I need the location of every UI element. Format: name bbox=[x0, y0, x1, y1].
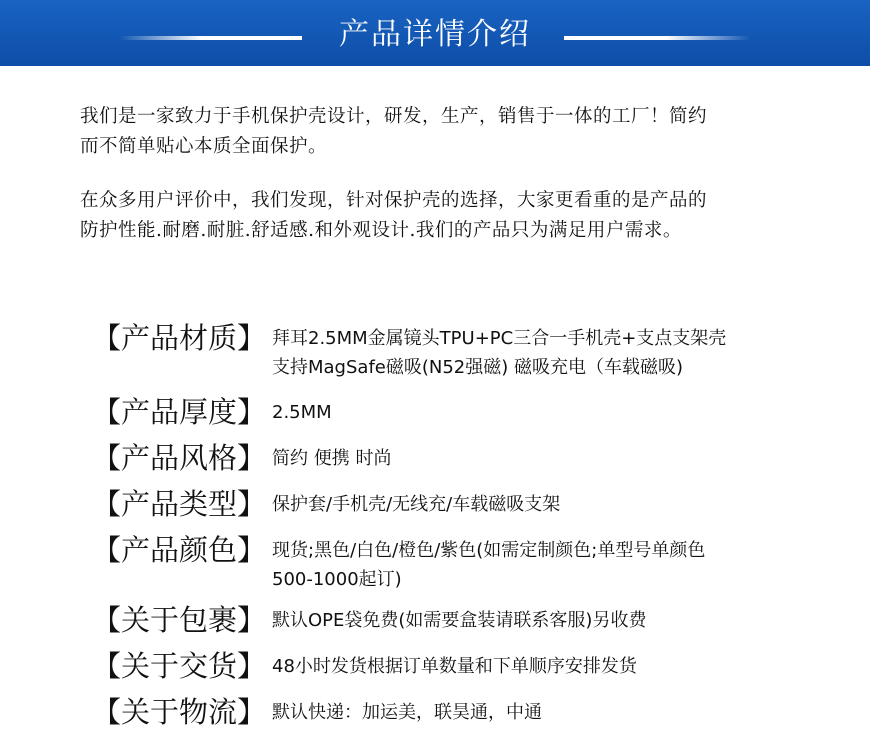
spec-value-type-line-1: 保护套/手机壳/无线充/车载磁吸支架 bbox=[272, 494, 561, 515]
spec-value-type bbox=[272, 490, 832, 519]
intro-paragraph-1-line-2: 而不简单贴心本质全面保护。 bbox=[80, 136, 328, 157]
spec-label-thickness: 【产品厚度】 bbox=[92, 395, 267, 429]
spec-label-color: 【产品颜色】 bbox=[92, 533, 267, 567]
spec-value-delivery-line-1: 48小时发货根据订单数量和下单顺序安排发货 bbox=[272, 656, 637, 677]
spec-value-style-line-1: 简约 便携 时尚 bbox=[272, 448, 392, 469]
spec-value-style bbox=[272, 444, 832, 473]
spec-label-logistics: 【关于物流】 bbox=[92, 695, 267, 729]
intro-paragraph-2 bbox=[80, 186, 800, 246]
spec-label-material: 【产品材质】 bbox=[92, 321, 267, 355]
banner-title: 产品详情介绍 bbox=[339, 17, 531, 52]
spec-value-material bbox=[272, 324, 832, 382]
spec-value-color bbox=[272, 536, 832, 594]
spec-value-logistics-line-1: 默认快递：加运美，联昊通，中通 bbox=[272, 702, 542, 723]
intro-paragraph-1-line-1: 我们是一家致力于手机保护壳设计，研发，生产，销售于一体的工厂！简约 bbox=[80, 106, 708, 127]
spec-value-material-line-2: 支持MagSafe磁吸(N52强磁) 磁吸充电（车载磁吸) bbox=[272, 357, 684, 378]
intro-paragraph-2-line-1: 在众多用户评价中，我们发现，针对保护壳的选择，大家更看重的是产品的 bbox=[80, 190, 708, 211]
spec-label-package: 【关于包裹】 bbox=[92, 603, 267, 637]
intro-paragraph-1 bbox=[80, 102, 800, 162]
spec-value-package-line-1: 默认OPE袋免费(如需要盒装请联系客服)另收费 bbox=[272, 610, 647, 631]
spec-value-thickness bbox=[272, 398, 832, 427]
spec-value-color-line-1: 现货;黑色/白色/橙色/紫色(如需定制颜色;单型号单颜色 bbox=[272, 540, 706, 561]
intro-paragraph-2-line-2: 防护性能.耐磨.耐脏.舒适感.和外观设计.我们的产品只为满足用户需求。 bbox=[80, 220, 682, 241]
spec-label-style: 【产品风格】 bbox=[92, 441, 267, 475]
spec-label-type: 【产品类型】 bbox=[92, 487, 267, 521]
header-banner bbox=[0, 0, 870, 66]
spec-value-delivery bbox=[272, 652, 832, 681]
spec-value-color-line-2: 500-1000起订) bbox=[272, 569, 402, 590]
spec-value-thickness-line-1: 2.5MM bbox=[272, 402, 332, 423]
spec-value-logistics bbox=[272, 698, 832, 727]
banner-right-line bbox=[564, 36, 750, 40]
spec-label-delivery: 【关于交货】 bbox=[92, 649, 267, 683]
spec-value-material-line-1: 拜耳2.5MM金属镜头TPU+PC三合一手机壳+支点支架壳 bbox=[272, 328, 727, 349]
spec-value-package bbox=[272, 606, 832, 635]
